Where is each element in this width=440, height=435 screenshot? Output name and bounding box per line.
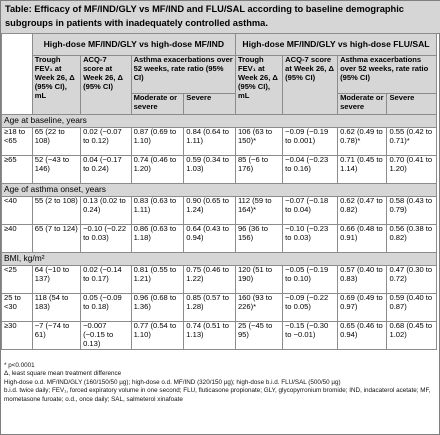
- col-header-severe: Severe: [387, 94, 437, 115]
- row-label: ≥40: [2, 225, 33, 253]
- table-cell: 106 (63 to 150)*: [235, 128, 282, 156]
- table-row: [2, 266, 437, 294]
- section-header-row: [2, 253, 437, 266]
- table-cell: 0.86 (0.63 to 1.18): [131, 225, 184, 253]
- col-header-severe: Severe: [184, 94, 236, 115]
- table-cell: 118 (54 to 183): [32, 294, 80, 322]
- table-cell: −0.10 (−0.23 to 0.03): [283, 225, 338, 253]
- table-cell: 0.85 (0.57 to 1.28): [184, 294, 236, 322]
- footnotes: [4, 362, 434, 404]
- row-label: ≥30: [2, 322, 33, 350]
- table-cell: 0.55 (0.42 to 0.71)*: [387, 128, 437, 156]
- footnote: High-dose o.d. MF/IND/GLY (160/150/50 µg); high-dose o.d. MF/IND (320/150 µg); high-dose b.i.d. FLU/SAL (500/50 µg): [4, 378, 341, 386]
- section-header-row: [2, 184, 437, 197]
- section-header-row: [2, 115, 437, 128]
- row-label: ≥18 to <65: [2, 128, 33, 156]
- table-cell: −7 (−74 to 61): [32, 322, 80, 350]
- table-cell: 0.77 (0.54 to 1.10): [131, 322, 184, 350]
- header-blank-cell: [2, 34, 33, 115]
- section-title: BMI, kg/m²: [2, 253, 437, 266]
- section-title: Age at baseline, years: [2, 115, 437, 128]
- table-cell: 0.62 (0.49 to 0.78)*: [338, 128, 387, 156]
- table-cell: −0.07 (−0.18 to 0.04): [283, 197, 338, 225]
- table-cell: 52 (−43 to 146): [32, 156, 80, 184]
- table-cell: 0.71 (0.45 to 1.14): [338, 156, 387, 184]
- table-cell: 0.74 (0.46 to 1.20): [131, 156, 184, 184]
- table-row: [2, 128, 437, 156]
- table-cell: 0.90 (0.65 to 1.24): [184, 197, 236, 225]
- table-cell: 0.68 (0.45 to 1.02): [387, 322, 437, 350]
- table-row: [2, 197, 437, 225]
- table-cell: 0.83 (0.63 to 1.11): [131, 197, 184, 225]
- group-header-mf-ind: High-dose MF/IND/GLY vs high-dose MF/IND: [32, 34, 235, 56]
- section-title: Age of asthma onset, years: [2, 184, 437, 197]
- table-cell: 65 (7 to 124): [32, 225, 80, 253]
- table-cell: −0.04 (−0.23 to 0.16): [283, 156, 338, 184]
- table-cell: 0.02 (−0.14 to 0.17): [81, 266, 132, 294]
- row-label: <25: [2, 266, 33, 294]
- col-header-exacerbations: Asthma exacerbations over 52 weeks, rate ratio (95% CI): [338, 56, 437, 94]
- col-header-moderate-severe: Moderate or severe: [338, 94, 387, 115]
- col-header-acq: ACQ-7 score at Week 26, Δ (95% CI): [283, 56, 338, 115]
- table-row: [2, 322, 437, 350]
- table-cell: 160 (93 to 226)*: [235, 294, 282, 322]
- table-cell: 0.74 (0.51 to 1.13): [184, 322, 236, 350]
- table-cell: −0.09 (−0.22 to 0.05): [283, 294, 338, 322]
- table-cell: 0.59 (0.40 to 0.87): [387, 294, 437, 322]
- table-row: [2, 225, 437, 253]
- table-cell: 0.81 (0.55 to 1.21): [131, 266, 184, 294]
- table-row: [2, 156, 437, 184]
- col-header-exacerbations: Asthma exacerbations over 52 weeks, rate ratio (95% CI): [131, 56, 235, 94]
- row-label: <40: [2, 197, 33, 225]
- efficacy-table: [1, 33, 437, 350]
- table-cell: 0.62 (0.47 to 0.82): [338, 197, 387, 225]
- table-cell: 0.65 (0.46 to 0.94): [338, 322, 387, 350]
- table-cell: 96 (36 to 156): [235, 225, 282, 253]
- table-cell: 0.70 (0.41 to 1.20): [387, 156, 437, 184]
- table-cell: −0.09 (−0.19 to 0.001): [283, 128, 338, 156]
- table-cell: 0.13 (0.02 to 0.24): [81, 197, 132, 225]
- row-label: ≥65: [2, 156, 33, 184]
- table-cell: 0.59 (0.34 to 1.03): [184, 156, 236, 184]
- table-cell: 65 (22 to 108): [32, 128, 80, 156]
- table-cell: 0.75 (0.46 to 1.22): [184, 266, 236, 294]
- table-cell: 0.04 (−0.17 to 0.24): [81, 156, 132, 184]
- table-cell: 25 (−45 to 95): [235, 322, 282, 350]
- table-cell: 0.47 (0.30 to 0.72): [387, 266, 437, 294]
- table-cell: 85 (−6 to 176): [235, 156, 282, 184]
- footnote: b.i.d. twice daily; FEV₁, forced expiratory volume in one second; FLU, fluticasone propionate; GLY, glycopyrronium bromide; IND, indacaterol acetate; MF, mometasone furoate; o.d., once daily; SAL, salmeterol xinafoate: [4, 387, 433, 403]
- table-cell: 0.84 (0.64 to 1.11): [184, 128, 236, 156]
- table-cell: 0.64 (0.43 to 0.94): [184, 225, 236, 253]
- col-header-acq: ACQ-7 score at Week 26, Δ (95% CI): [81, 56, 132, 115]
- table-cell: 0.05 (−0.09 to 0.18): [81, 294, 132, 322]
- table-cell: −0.10 (−0.22 to 0.03): [81, 225, 132, 253]
- table-cell: 0.87 (0.69 to 1.10): [131, 128, 184, 156]
- col-header-fev: Trough FEV₁ at Week 26, Δ (95% CI), mL: [235, 56, 282, 115]
- table-cell: 64 (−10 to 137): [32, 266, 80, 294]
- table-cell: 55 (2 to 108): [32, 197, 80, 225]
- table-cell: 0.66 (0.48 to 0.91): [338, 225, 387, 253]
- footnote: Δ, least square mean treatment difference: [4, 370, 122, 378]
- footnote: * p<0.0001: [4, 362, 35, 369]
- row-label: 25 to <30: [2, 294, 33, 322]
- table-cell: 120 (51 to 190): [235, 266, 282, 294]
- table-row: [2, 294, 437, 322]
- table-cell: −0.15 (−0.30 to −0.01): [283, 322, 338, 350]
- table-cell: −0.05 (−0.19 to 0.10): [283, 266, 338, 294]
- table-cell: 0.56 (0.38 to 0.82): [387, 225, 437, 253]
- group-header-flu-sal: High-dose MF/IND/GLY vs high-dose FLU/SAL: [235, 34, 436, 56]
- table-cell: 0.57 (0.40 to 0.83): [338, 266, 387, 294]
- table-cell: −0.007 (−0.15 to 0.13): [81, 322, 132, 350]
- table-cell: 0.69 (0.49 to 0.97): [338, 294, 387, 322]
- col-header-moderate-severe: Moderate or severe: [131, 94, 184, 115]
- table-cell: 0.02 (−0.07 to 0.12): [81, 128, 132, 156]
- col-header-fev: Trough FEV₁ at Week 26, Δ (95% CI), mL: [32, 56, 80, 115]
- table-cell: 0.58 (0.43 to 0.79): [387, 197, 437, 225]
- table-cell: 112 (59 to 164)*: [235, 197, 282, 225]
- table-cell: 0.96 (0.68 to 1.36): [131, 294, 184, 322]
- table-title: Table: Efficacy of MF/IND/GLY vs MF/IND and FLU/SAL according to baseline demographic subgroups in patients with inadequately controlled asthma.: [1, 1, 440, 34]
